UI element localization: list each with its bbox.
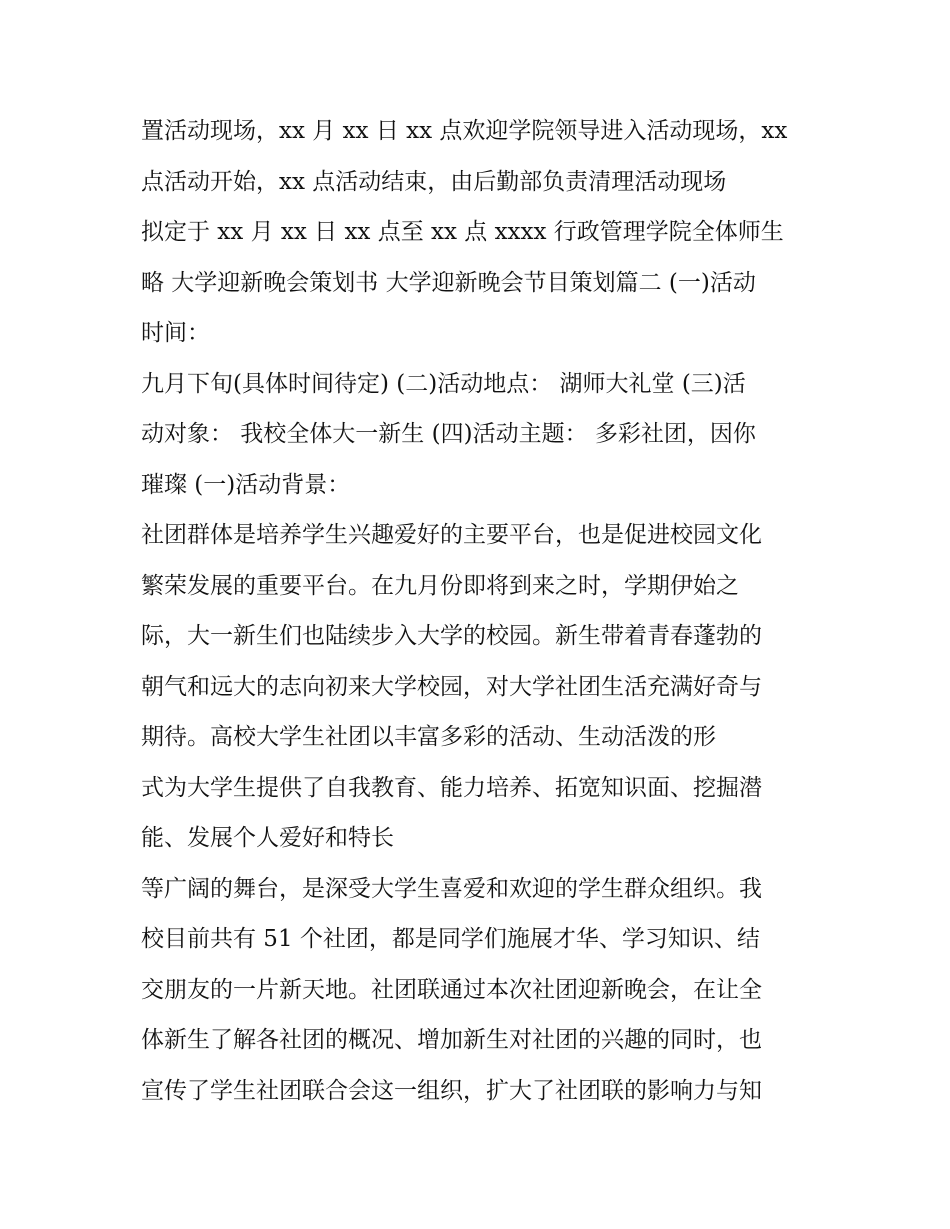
text-line: 置活动现场，xx 月 xx 日 xx 点欢迎学院领导进入活动现场，xx	[141, 118, 788, 144]
text-line: 社团群体是培养学生兴趣爱好的主要平台，也是促进校园文化	[141, 522, 762, 548]
text-line: 宣传了学生社团联合会这一组织，扩大了社团联的影响力与知	[141, 1077, 762, 1104]
text-line: 繁荣发展的重要平台。在九月份即将到来之时，学期伊始之	[141, 572, 739, 599]
text-line: 璀璨 (一)活动背景：	[141, 471, 351, 498]
text-line: 九月下旬(具体时间待定) (二)活动地点： 湖师大礼堂 (三)活	[141, 370, 746, 397]
text-line: 际，大一新生们也陆续步入大学的校园。新生带着青春蓬勃的	[141, 623, 762, 649]
text-line: 时间：	[141, 320, 210, 346]
text-line: 动对象： 我校全体大一新生 (四)活动主题： 多彩社团，因你	[141, 421, 756, 447]
document-body	[141, 112, 821, 1122]
text-line: 朝气和远大的志向初来大学校园，对大学社团生活充满好奇与	[141, 673, 762, 700]
text-line: 期待。高校大学生社团以丰富多彩的活动、生动活泼的形	[141, 724, 716, 750]
text-line: 交朋友的一片新天地。社团联通过本次社团迎新晚会，在让全	[141, 976, 762, 1003]
text-line: 校目前共有 51 个社团，都是同学们施展才华、学习知识、结	[141, 926, 760, 952]
text-line: 式为大学生提供了自我教育、能力培养、拓宽知识面、挖掘潜	[141, 774, 762, 801]
text-line: 点活动开始，xx 点活动结束，由后勤部负责清理活动现场	[141, 168, 727, 195]
text-line: 略 大学迎新晚会策划书 大学迎新晚会节目策划篇二 (一)活动	[141, 269, 756, 296]
text-line: 体新生了解各社团的概况、增加新生对社团的兴趣的同时，也	[141, 1027, 762, 1053]
text-line: 拟定于 xx 月 xx 日 xx 点至 xx 点 xxxx 行政管理学院全体师生	[141, 219, 784, 245]
text-line: 能、发展个人爱好和特长	[141, 825, 394, 851]
text-line: 等广阔的舞台，是深受大学生喜爱和欢迎的学生群众组织。我	[141, 875, 762, 902]
